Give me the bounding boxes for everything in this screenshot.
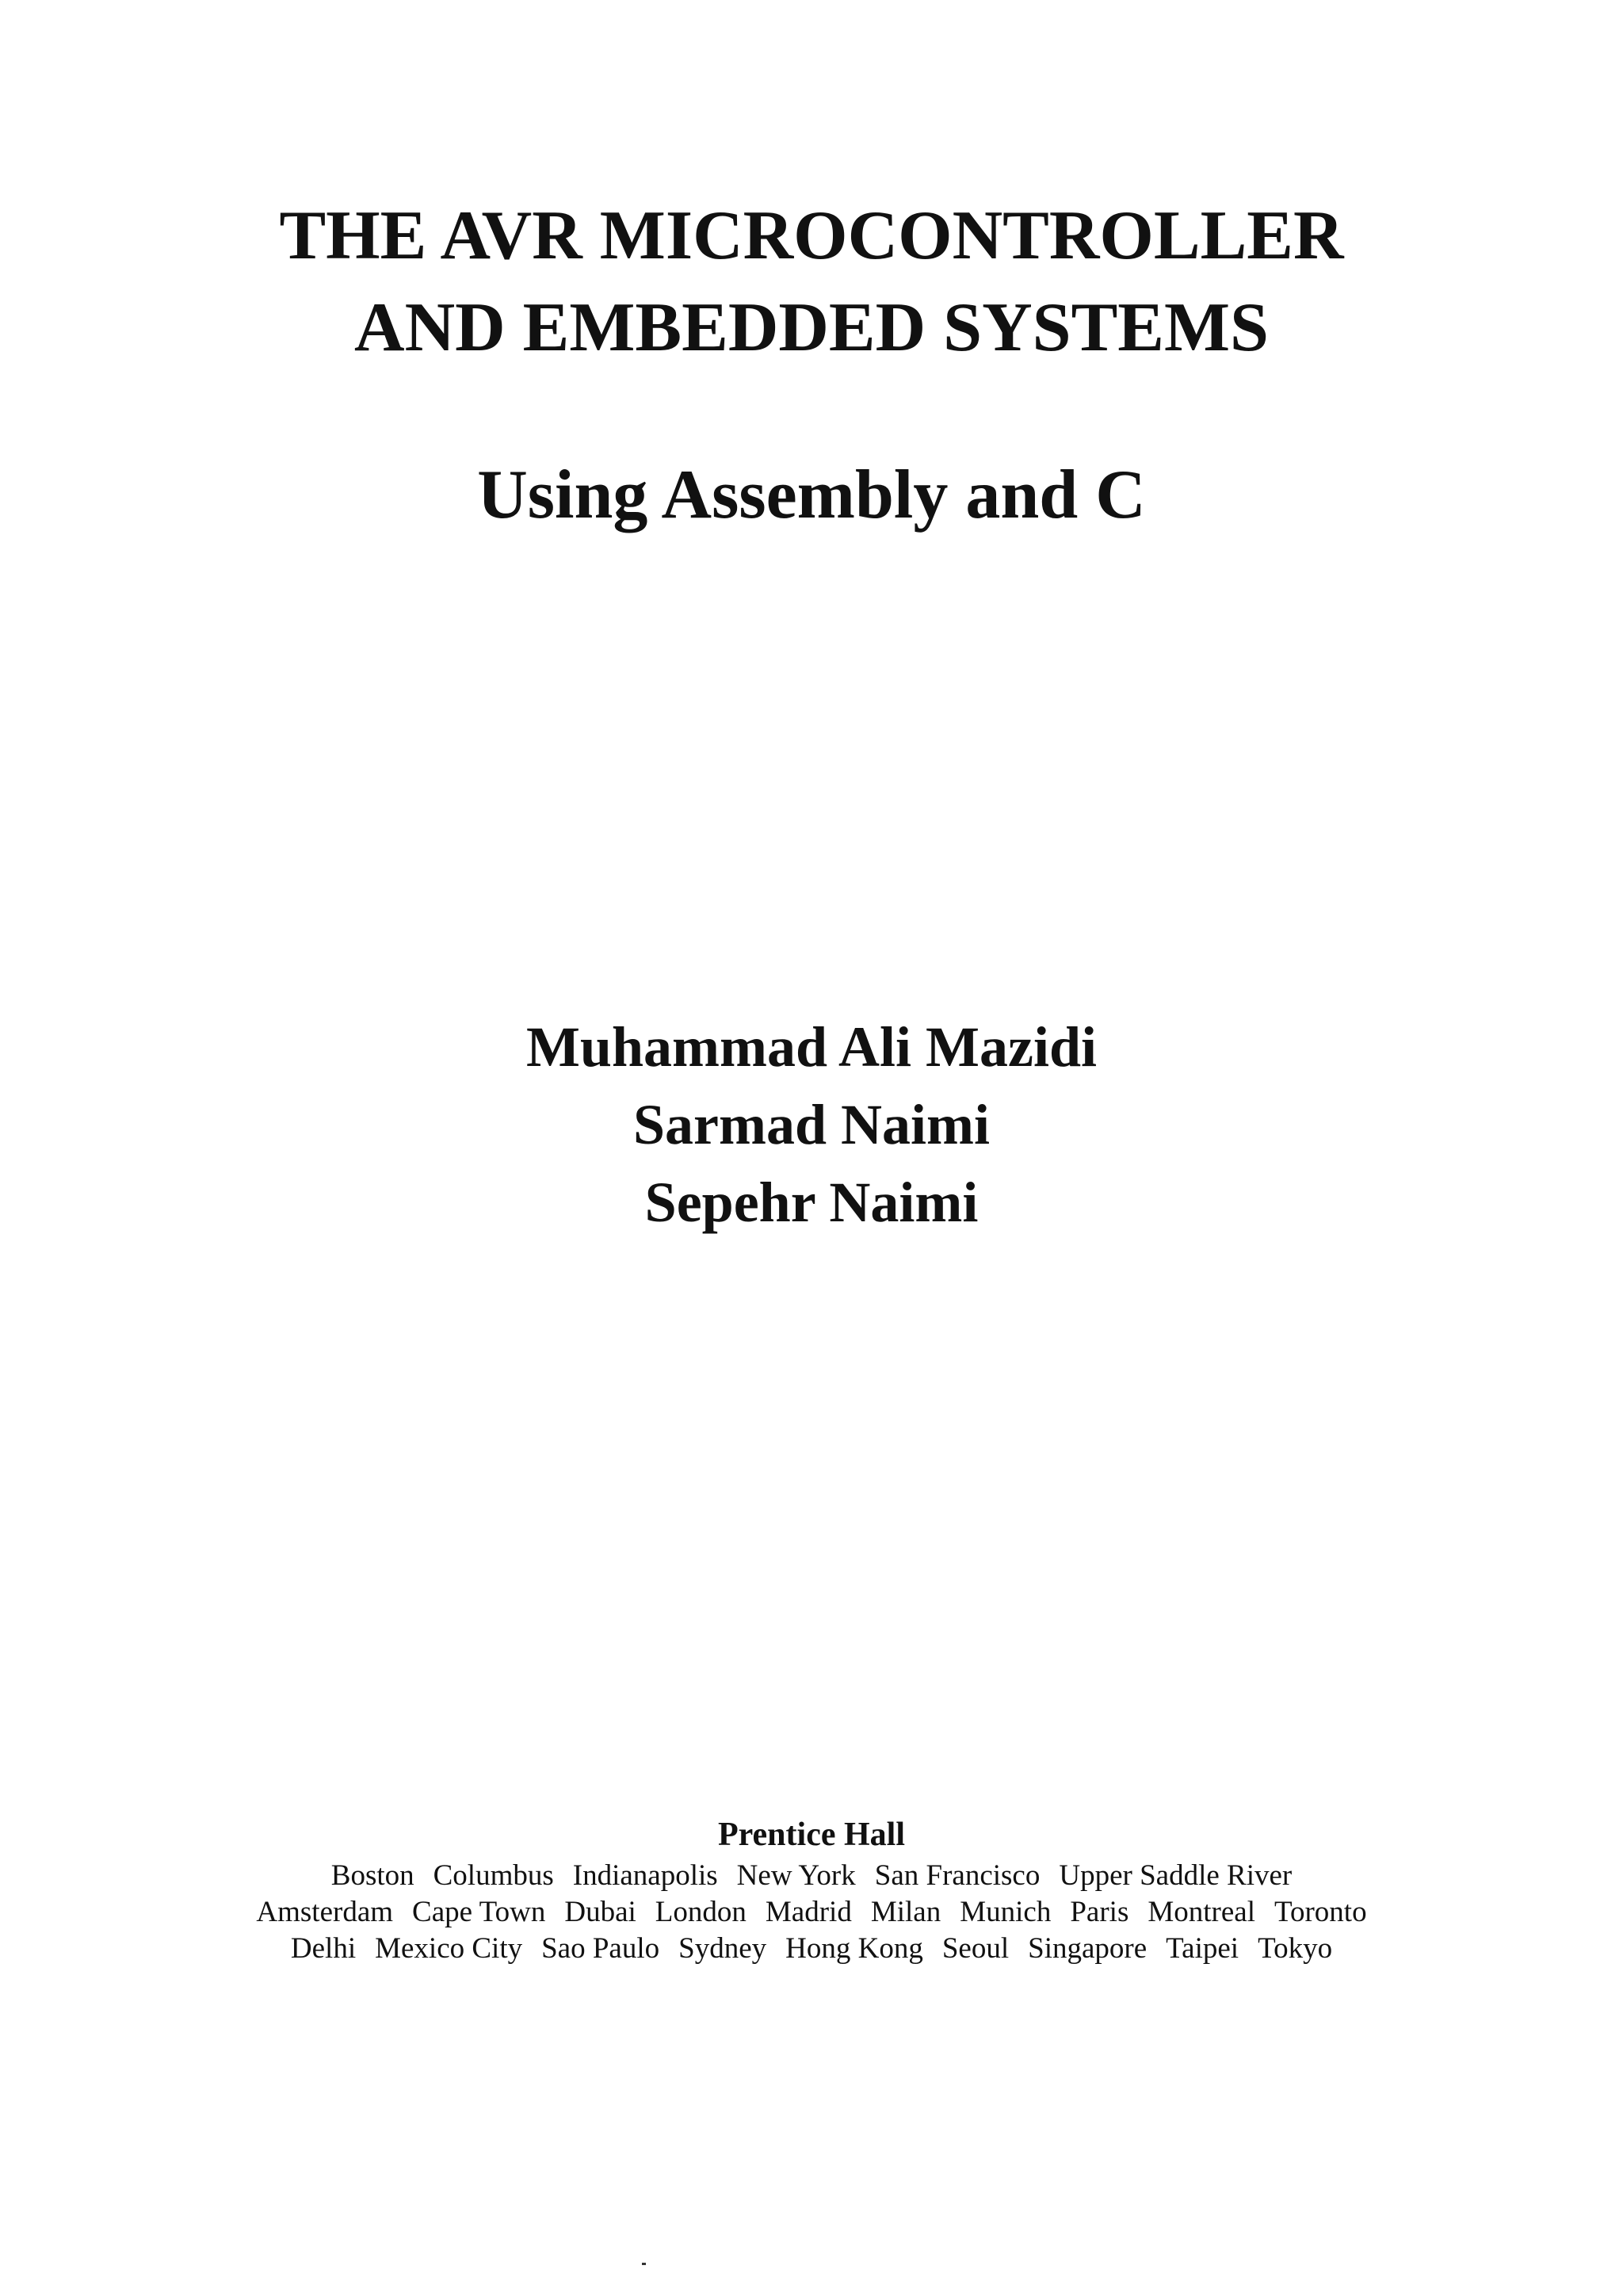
- book-subtitle: Using Assembly and C: [477, 457, 1146, 533]
- city-name: Delhi: [290, 1932, 357, 1965]
- publisher-name: Prentice Hall: [718, 1817, 905, 1853]
- city-name: Munich: [960, 1896, 1052, 1928]
- city-name: Taipei: [1166, 1932, 1239, 1965]
- city-name: Amsterdam: [256, 1896, 394, 1928]
- scan-speck: [642, 2263, 646, 2265]
- city-name: Sydney: [678, 1932, 767, 1965]
- author-1: Muhammad Ali Mazidi: [525, 1015, 1098, 1079]
- book-subtitle-block: [0, 452, 1623, 539]
- city-name: Toronto: [1274, 1896, 1367, 1928]
- book-title-line-2: AND EMBEDDED SYSTEMS: [354, 289, 1269, 366]
- city-name: Cape Town: [412, 1896, 546, 1928]
- city-name: Paris: [1070, 1896, 1129, 1928]
- city-line-2: [0, 1894, 1623, 1931]
- book-title: [0, 190, 1623, 374]
- city-name: Boston: [330, 1859, 414, 1892]
- book-title-line-1: THE AVR MICROCONTROLLER: [279, 197, 1344, 274]
- author-2: Sarmad Naimi: [633, 1093, 990, 1156]
- city-name: Madrid: [765, 1896, 852, 1928]
- city-name: Mexico City: [375, 1932, 523, 1965]
- city-name: Columbus: [433, 1859, 554, 1892]
- publisher-block: [0, 1812, 1623, 1967]
- city-name: Singapore: [1028, 1932, 1148, 1965]
- city-name: Tokyo: [1258, 1932, 1333, 1965]
- city-name: Indianapolis: [572, 1859, 718, 1892]
- city-name: Dubai: [564, 1896, 636, 1928]
- author-3: Sepehr Naimi: [644, 1171, 979, 1234]
- city-name: Hong Kong: [785, 1932, 923, 1965]
- city-name: Sao Paulo: [541, 1932, 660, 1965]
- publisher-cities: [0, 1858, 1623, 1967]
- city-name: Seoul: [941, 1932, 1010, 1965]
- city-name: Upper Saddle River: [1059, 1859, 1293, 1892]
- city-line-1: [0, 1858, 1623, 1894]
- city-name: San Francisco: [874, 1859, 1041, 1892]
- city-line-3: [0, 1931, 1623, 1967]
- city-name: New York: [736, 1859, 856, 1892]
- city-name: London: [655, 1896, 747, 1928]
- city-name: Milan: [870, 1896, 941, 1928]
- city-name: Montreal: [1148, 1896, 1255, 1928]
- author-list: [0, 1008, 1623, 1241]
